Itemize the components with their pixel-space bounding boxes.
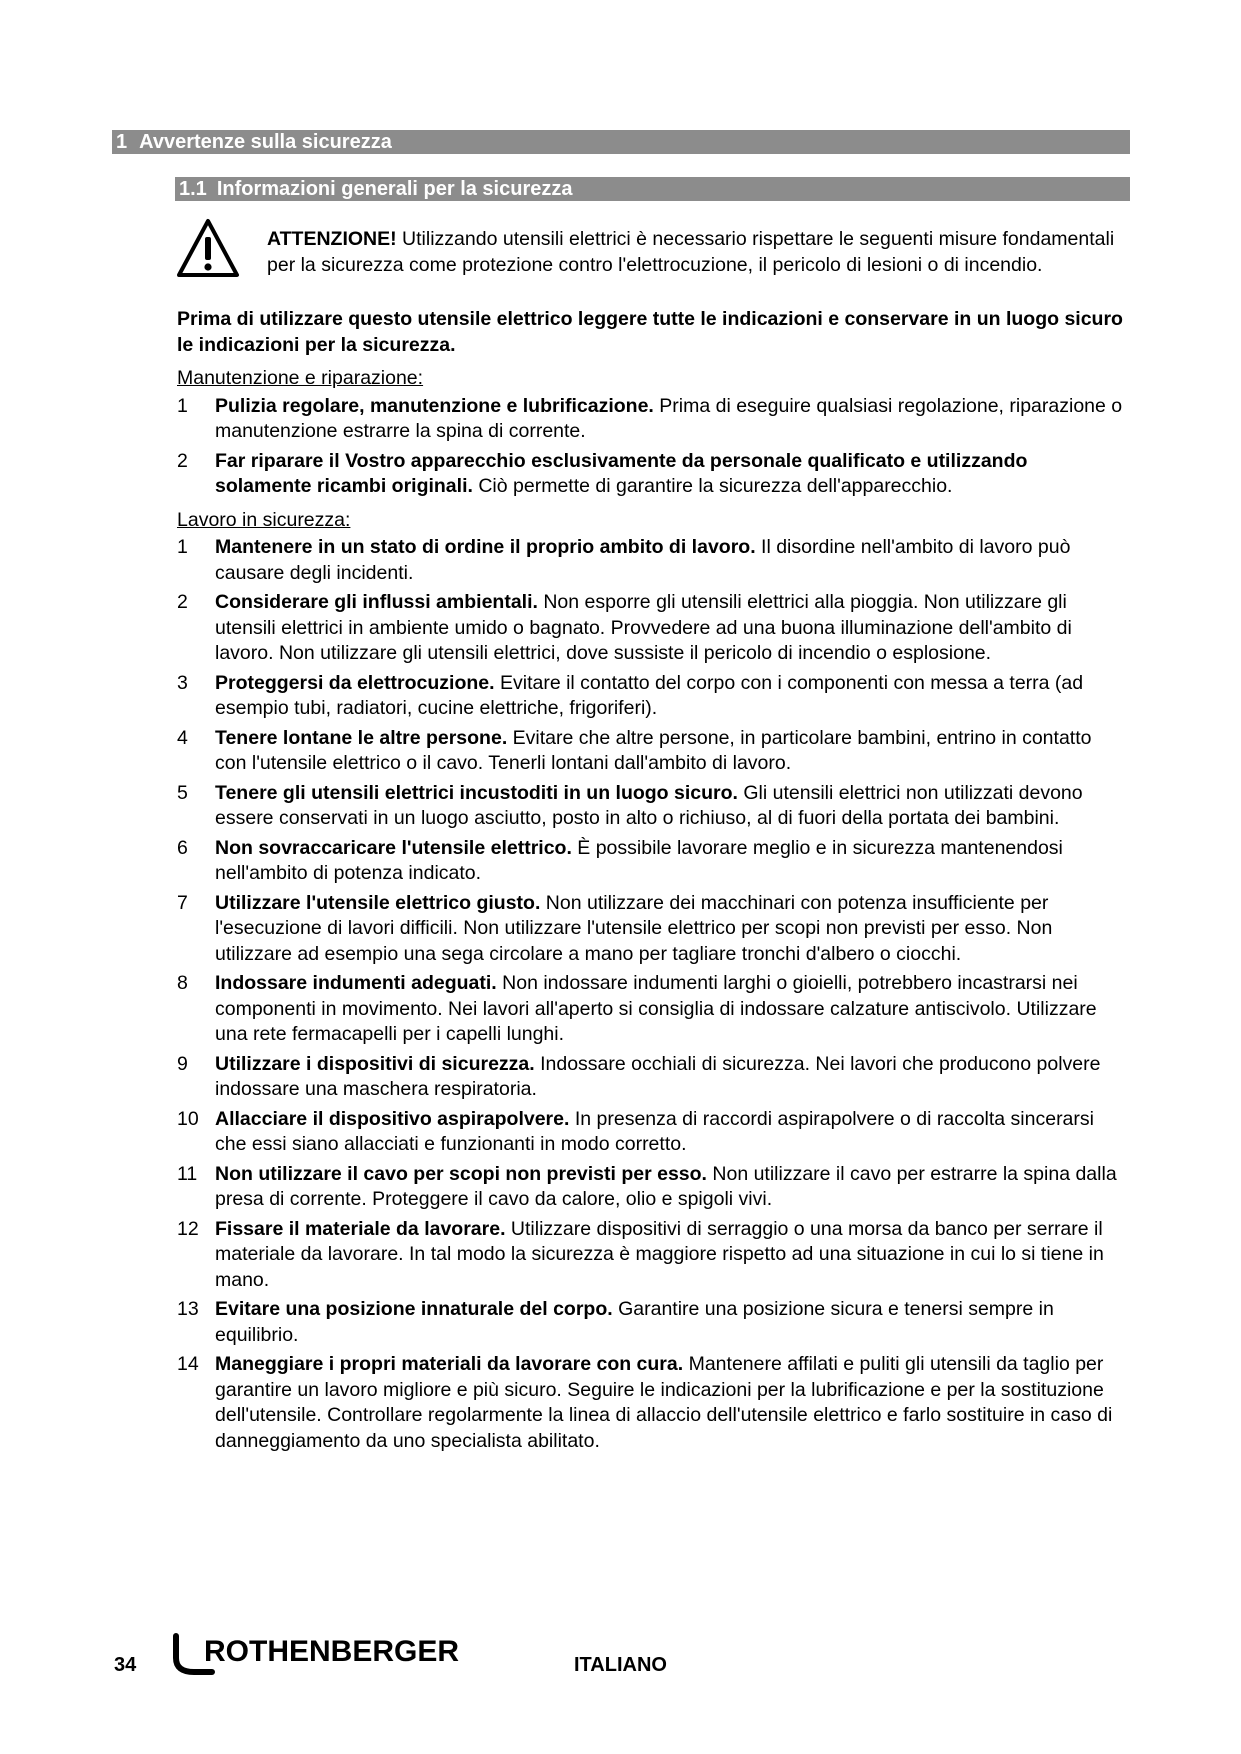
item-number: 11 (177, 1162, 198, 1185)
list-item (177, 1162, 1127, 1213)
section-heading (112, 130, 1130, 154)
item-heading: Non utilizzare il cavo per scopi non previsti per esso. (215, 1162, 707, 1185)
list-item (177, 1217, 1127, 1294)
intro-paragraph: Prima di utilizzare questo utensile elettrico leggere tutte le indicazioni e conservare in un luogo sicuro le indicazioni per la sicurezza. (177, 308, 1123, 356)
list-item (177, 836, 1127, 887)
warning-triangle-icon (176, 218, 240, 278)
subsection-heading (175, 177, 1130, 201)
item-number: 12 (177, 1217, 199, 1240)
item-text: Evitare che altre persone, in particolare bambini, entrino in contatto con l'utensile elettrico o il cavo. Tenerli lontani dall'ambito di lavoro. (215, 726, 1092, 774)
safe-work-title: Lavoro in sicurezza: (177, 508, 351, 531)
list-item (177, 781, 1127, 832)
list-item (177, 1297, 1127, 1348)
page-number: 34 (114, 1654, 137, 1676)
item-text: Mantenere affilati e puliti gli utensili da taglio per garantire un lavoro migliore e più sicuro. Seguire le indicazioni per la lubrificazione e per la sostituzione dell'utensile. Controllare regolarmente la linea di allaccio dell'utensile elettrico e farlo sostituire in caso di danneggiamento da uno specialista abilitato. (215, 1353, 1113, 1452)
item-number: 1 (177, 394, 188, 417)
item-text: Non esporre gli utensili elettrici alla pioggia. Non utilizzare gli utensili elettrici in ambiente umido o bagnato. Provvedere ad una buona illuminazione dell'ambito di lavoro. Non utilizzare gli utensili elettrici, dove sussiste il pericolo di incendio o esplosione. (215, 591, 1072, 664)
list-item (177, 891, 1127, 968)
document-body (177, 307, 1127, 1462)
item-text: In presenza di raccordi aspirapolvere o di raccolta sincerarsi che essi siano allacciati e funzionanti in modo corretto. (215, 1107, 1094, 1155)
item-text: Il disordine nell'ambito di lavoro può causare degli incidenti. (215, 536, 1071, 584)
list-item (177, 726, 1127, 777)
maintenance-list (177, 394, 1127, 500)
item-heading: Proteggersi da elettrocuzione. (215, 671, 495, 694)
item-number: 5 (177, 781, 188, 804)
section-number: 1 (116, 131, 128, 153)
item-number: 6 (177, 836, 188, 859)
list-item (177, 671, 1127, 722)
item-heading: Indossare indumenti adeguati. (215, 972, 497, 994)
item-heading: Tenere lontane le altre persone. (215, 726, 508, 749)
warning-notice (267, 226, 1127, 278)
warning-text: Utilizzando utensili elettrici è necessario rispettare le seguenti misure fondamentali per la sicurezza come protezione contro l'elettrocuzione, il pericolo di lesioni o di incendio. (267, 228, 1115, 276)
item-text: Non utilizzare dei macchinari con potenza insufficiente per l'esecuzione di lavori difficili. Non utilizzare l'utensile elettrico per scopi non previsti per esso. Non utilizzare ad esempio una sega circolare a mano per tagliare tronchi d'albero o ciocchi. (215, 891, 1053, 965)
item-number: 9 (177, 1052, 188, 1075)
item-number: 13 (177, 1298, 199, 1320)
item-heading: Maneggiare i propri materiali da lavorare con cura. (215, 1353, 684, 1375)
item-number: 2 (177, 591, 188, 613)
item-number: 14 (177, 1353, 199, 1375)
item-number: 3 (177, 671, 188, 694)
item-heading: Evitare una posizione innaturale del corpo. (215, 1298, 613, 1320)
rothenberger-logo (172, 1628, 472, 1676)
item-heading: Considerare gli influssi ambientali. (215, 591, 538, 613)
item-number: 7 (177, 891, 188, 914)
item-number: 2 (177, 449, 188, 472)
item-heading: Allacciare il dispositivo aspirapolvere. (215, 1107, 570, 1130)
item-text: Non utilizzare il cavo per estrarre la spina dalla presa di corrente. Proteggere il cavo da calore, olio e spigoli vivi. (215, 1162, 1117, 1210)
item-text: Gli utensili elettrici non utilizzati devono essere conservati in un luogo asciutto, posto in alto o richiuso, al di fuori della portata dei bambini. (215, 781, 1083, 829)
subsection-number: 1.1 (179, 178, 207, 200)
item-number: 1 (177, 536, 188, 558)
section-title: Avvertenze sulla sicurezza (139, 131, 392, 153)
safe-work-list (177, 535, 1127, 1454)
item-text: Ciò permette di garantire la sicurezza dell'apparecchio. (472, 475, 953, 497)
item-number: 8 (177, 972, 188, 994)
list-item (177, 449, 1127, 500)
item-heading: Utilizzare i dispositivi di sicurezza. (215, 1052, 535, 1075)
list-item (177, 1052, 1127, 1103)
list-item (177, 535, 1127, 586)
item-text: Garantire una posizione sicura e tenersi sempre in equilibrio. (215, 1298, 1054, 1346)
item-text: Utilizzare dispositivi di serraggio o una morsa da banco per serrare il materiale da lavorare. In tal modo la sicurezza è maggiore rispetto ad una situazione in cui lo si tiene in mano. (215, 1217, 1104, 1291)
brand-text: ROTHENBERGER (204, 1635, 460, 1668)
item-number: 10 (177, 1107, 199, 1130)
item-heading: Utilizzare l'utensile elettrico giusto. (215, 891, 541, 914)
item-heading: Mantenere in un stato di ordine il proprio ambito di lavoro. (215, 536, 756, 558)
item-heading: Fissare il materiale da lavorare. (215, 1217, 506, 1240)
subsection-title: Informazioni generali per la sicurezza (216, 178, 573, 200)
item-text: Prima di eseguire qualsiasi regolazione, riparazione o manutenzione estrarre la spina di corrente. (215, 394, 1123, 442)
list-item (177, 1352, 1127, 1454)
item-heading: Tenere gli utensili elettrici incustoditi in un luogo sicuro. (215, 781, 738, 804)
item-text: Non indossare indumenti larghi o gioielli, potrebbero incastrarsi nei componenti in movimento. Nei lavori all'aperto si consiglia di indossare calzature antiscivolo. Utilizzare una rete fermacapelli per i capelli lunghi. (215, 972, 1097, 1045)
list-item (177, 1107, 1127, 1158)
list-item (177, 590, 1127, 667)
item-heading: Non sovraccaricare l'utensile elettrico. (215, 836, 572, 859)
item-text: Indossare occhiali di sicurezza. Nei lavori che producono polvere indossare una maschera respiratoria. (215, 1052, 1101, 1100)
item-heading: Far riparare il Vostro apparecchio esclusivamente da personale qualificato e utilizzando solamente ricambi originali. (215, 449, 1028, 497)
item-heading: Pulizia regolare, manutenzione e lubrificazione. (215, 394, 654, 417)
list-item (177, 971, 1127, 1048)
item-number: 4 (177, 726, 188, 749)
item-text: È possibile lavorare meglio e in sicurezza mantenendosi nell'ambito di potenza indicato. (215, 836, 1063, 884)
language-label: ITALIANO (574, 1654, 667, 1676)
list-item (177, 394, 1127, 445)
warning-label: ATTENZIONE! (267, 228, 397, 250)
maintenance-title: Manutenzione e riparazione: (177, 367, 424, 389)
item-text: Evitare il contatto del corpo con i componenti con messa a terra (ad esempio tubi, radiatori, cucine elettriche, frigoriferi). (215, 671, 1084, 719)
